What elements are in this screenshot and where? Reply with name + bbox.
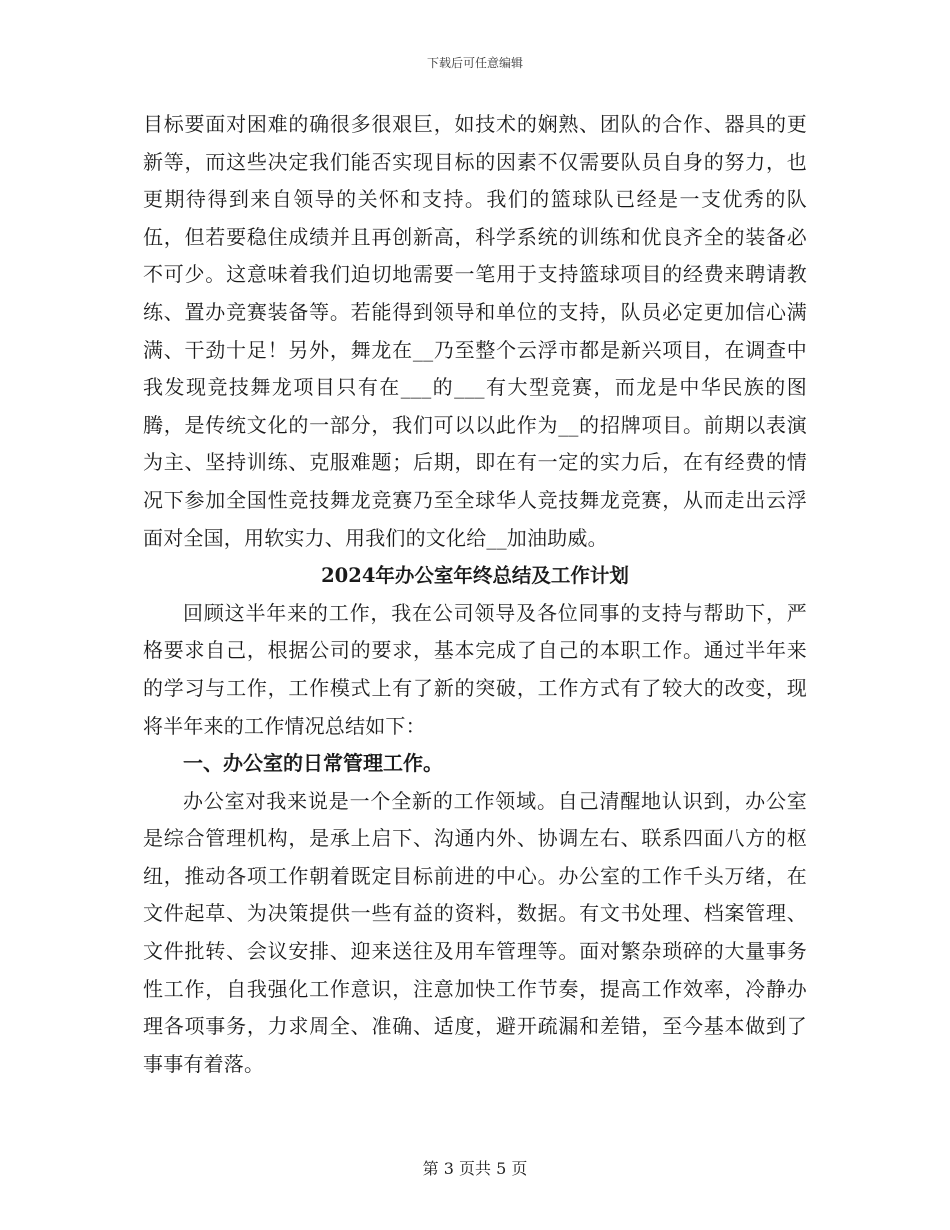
intro-paragraph: 回顾这半年来的工作，我在公司领导及各位同事的支持与帮助下，严格要求自己，根据公司的要求，基本完成了自己的本职工作。通过半年来的学习与工作，工作模式上有了新的突破，工作方式有了较大的改变，现将半年来的工作情况总结如下： <box>143 600 807 738</box>
page-number: 第 3 页共 5 页 <box>422 1159 528 1178</box>
page-header: 下载后可任意编辑 <box>426 56 523 70</box>
section-heading-1: 一、办公室的日常管理工作。 <box>183 751 443 776</box>
continued-paragraph: 目标要面对困难的确很多很艰巨，如技术的娴熟、团队的合作、器具的更新等，而这些决定我们能否实现目标的因素不仅需要队员自身的努力，也更期待得到来自领导的关怀和支持。我们的篮球队已经是一支优秀的队伍，但若要稳住成绩并且再创新高，科学系统的训练和优良齐全的装备必不可少。这意味着我们迫切地需要一笔用于支持篮球项目的经费来聘请教练、置办竞赛装备等。若能得到领导和单位的支持，队员必定更加信心满满、干劲十足！另外，舞龙在__乃至整个云浮市都是新兴项目，在调查中我发现竞技舞龙项目只有在___的___有大型竞赛，而龙是中华民族的图腾，是传统文化的一部分，我们可以以此作为__的招牌项目。前期以表演为主、坚持训练、克服难题；后期，即在有一定的实力后，在有经费的情况下参加全国性竞技舞龙竞赛乃至全球华人竞技舞龙竞赛，从而走出云浮面对全国，用软实力、用我们的文化给__加油助威。 <box>143 112 807 550</box>
document-title: 2024年办公室年终总结及工作计划 <box>321 564 629 588</box>
section-paragraph-1: 办公室对我来说是一个全新的工作领域。自己清醒地认识到，办公室是综合管理机构，是承上启下、沟通内外、协调左右、联系四面八方的枢纽，推动各项工作朝着既定目标前进的中心。办公室的工作千头万绪，在文件起草、为决策提供一些有益的资料，数据。有文书处理、档案管理、文件批转、会议安排、迎来送往及用车管理等。面对繁杂琐碎的大量事务性工作，自我强化工作意识，注意加快工作节奏，提高工作效率，冷静办理各项事务，力求周全、准确、适度，避开疏漏和差错，至今基本做到了事事有着落。 <box>143 788 807 1076</box>
document-body <box>143 106 807 1083</box>
